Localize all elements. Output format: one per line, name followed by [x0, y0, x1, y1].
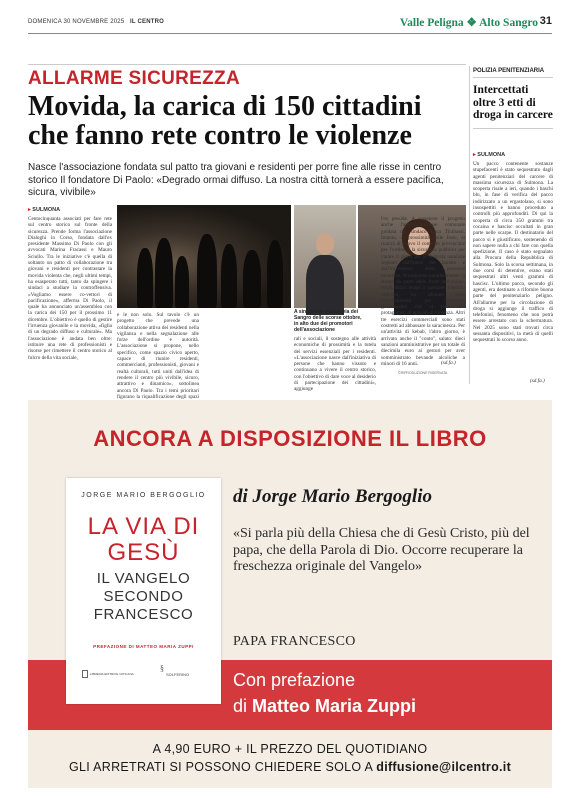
article-kicker: ALLARME SICUREZZA [28, 68, 240, 89]
article-subheadline: Nasce l'associazione fondata sul patto tra giovani e residenti per porre fine alle risse in centro storico Il fondatore Di Paolo: «Degrado ormai diffuso. La nostra città tornerà a essere pacifica, sicura, vivibile» [28, 162, 444, 198]
promo-quote-author: PAPA FRANCESCO [233, 634, 356, 649]
sidebar-divider [473, 128, 553, 129]
page-number: 31 [539, 15, 552, 27]
sidebar-rule [469, 66, 470, 384]
preface-line-2: di Matteo Maria Zuppi [233, 696, 417, 716]
article-column-2a: e le non solo. Sul tavolo c'è un progetto che prevede una collaborazione attiva dei residenti nella vigilanza e nella segnalazione alle forze dell'ordine e autorità. L'associazione si propone, nello specifico, come spazio civico aperto, capace di riunire residenti, commercianti, professionisti, giovani e realtà culturali, tutti uniti dall'idea di rendere il centro più vivibile, sicuro, attrattivo e dinamico», sottolinea ancora Di Paolo. Tra i temi prioritari figurano la riqualificazione degli spazi [117, 312, 199, 400]
book-publisher-1: LIBRERIA EDITRICE VATICANA [90, 672, 134, 676]
publisher-logo-icon [82, 670, 88, 678]
photo-promoter-man [294, 205, 356, 308]
solferino-logo-icon: § [160, 664, 164, 673]
article-column-1: Centocinquanta associati per fare rete sul centro storico sul fronte della sicurezza. Prende forma l'associazione Dialoghi in Corso, fondata dall'ex presidente Massimo Di Paolo con gli avvocati Marina Fracassi e Mauro Sciullo. Tra le iniziative c'è quella di soltanto un patto di collaborazione tra giovani e residenti per contrastare la movida violenta che, negli ultimi tempi, ha esasperato tutti, tanto da spingere i sindaci a studiare la controffensiva. «Vogliamo essere co-vettori di pacificazione», afferma Di Paolo, il quale ha annunciato un'assemblea con la carica dei 150 per il prossimo 11 dicembre. L'obiettivo è quello di gestire l'irruenza giovanile e la movida, «figlia di un degrado diffuso e culturale». Ma l'associazione è andata ben oltre: istituire una rete di professionisti e risorse per rimettere il centro storico al fulcro della vita sociale, [28, 216, 112, 361]
section-name: Valle Peligna ❖ Alto Sangro [399, 17, 538, 29]
book-cover [66, 478, 221, 704]
promo-quote: «Si parla più della Chiesa che di Gesù Cristo, più del papa, che della Parola di Dio. Occorre recuperare la freschezza originale del Vangelo» [233, 526, 530, 574]
article-column-3: rali e sociali, il sostegno alle attività economiche di prossimità e la tutela dei servizi essenziali per i residenti. «L'associazione nasce dall'iniziativa di persone che hanno vissuto e continuano a vivere il centro storico, con l'obiettivo di dare voce al desiderio di partecipazione dei cittadini», aggiunge [294, 336, 376, 393]
article-column-4: l'ex preside. A sostenere il progetto anche l'amministrazione comunale guidata dal sindaco Luca Tirabassi. Intanto, in prossimità delle feste, si riunirà di nuovo il comitato provinciale per l'ordine e la sicurezza pubblica per varare il piano per le festività natalizie segnato dall'intesi dei baretto e dall'incremento delle presenze turistiche. Proseguono parallelamente la stretta da parte delle forze dell'ordine. Negli ultimi tempi il questore, Fabrizio Mancini, ha adottato sette provvedimenti per altrettanti giovanissimi che si sono resi protagonisti di episodi di violenza. Altri tre esercizi commerciali sono stati costretti ad abbassare la saracinesca. Per un'attività di kebab, l'altro giorno, è arrivato anche il "conto", salato: dieci sanzioni amministrative per un totale di diecimila euro ai gestori per aver somministrato bevande alcoliche a minori di 16 anni. [381, 216, 465, 367]
promo-price: A 4,90 EURO + IL PREZZO DEL QUOTIDIANO [152, 742, 428, 756]
article-location: ▸ SULMONA [28, 207, 60, 213]
copyright-credit: ©RIPRODUZIONE RISERVATA [398, 371, 448, 375]
top-rule [28, 64, 466, 65]
promo-banner: ANCORA A DISPOSIZIONE IL LIBRO [93, 426, 487, 451]
sidebar-label: POLIZIA PENITENZIARIA [473, 68, 553, 78]
photo-street-brawl [117, 205, 291, 308]
article-signature: (sd.fa.) [441, 360, 456, 366]
preface-line-1: Con prefazione [233, 670, 356, 690]
book-author: JORGE MARIO BERGOGLIO [81, 492, 206, 499]
header-date: DOMENICA 30 NOVEMBRE 2025 IL CENTRO [28, 19, 165, 25]
book-preface: PREFAZIONE DI MATTEO MARIA ZUPPI [93, 644, 194, 649]
article-column-2b [203, 312, 291, 384]
promo-arretrati: GLI ARRETRATI SI POSSONO CHIEDERE SOLO A diffusione@ilcentro.it [68, 760, 512, 774]
page-header [28, 12, 552, 34]
sidebar-text: Un pacco contenente sostanze stupefacenti è stato sequestrato dagli agenti penitenziari del carcere di massima sicurezza di Sulmona. La scoperta risale a ieri, quando i baschi blu, in fase di verifica del pacco indirizzato a un ergastolano, si sono insospettiti e hanno proceduto a controlli più approfonditi. Di qui la scoperta di circa 350 grammi tra cocaina e hascisc occultati in gran parte nelle scarpe. Il destinatario del pacco si è giustificato, sostenendo di non sapere nulla a chi fare con quella spedizione. Il caso è stato segnalato alla Procura della Repubblica di Sulmona. Solo la scorsa settimana, in due corsi di detentive, erano stati sequestrati altri venti grammi di hascisc. L'ultimo pacco, secondo gli agenti, era destinato a rifornire buona parte del penitenziario peligno. All'allarme per la circolazione di droga si aggiunge il traffico di telefonini, fenomeno che non potrà essere arrestato con la schermatura. Nel 2025 sono stati trovati circa sessanta dispositivi, la metà di quelli sequestrati lo scorso anno. [473, 161, 553, 344]
sidebar-signature: (sd.fa.) [530, 378, 545, 384]
sidebar-title: Intercettati oltre 3 etti di droga in carcere [473, 84, 553, 121]
promo-email-link[interactable]: diffusione@ilcentro.it [376, 760, 512, 774]
photo-caption: A sinistra la rissa in via dei Sangro delle scorse ottobre, in alto due dei promotori dell'associazione [294, 309, 362, 333]
book-subtitle: IL VANGELO SECONDO FRANCESCO [93, 570, 194, 623]
paper-name: IL CENTRO [129, 19, 165, 25]
sidebar-brief [473, 68, 553, 129]
sidebar-location: ▸ SULMONA [473, 152, 505, 158]
book-title: LA VIA DI GESÙ [87, 513, 200, 566]
book-publisher-2: SOLFERINO [166, 672, 190, 677]
preface-name: Matteo Maria Zuppi [252, 696, 417, 716]
book-promo [28, 400, 552, 788]
promo-author: di Jorge Mario Bergoglio [233, 486, 432, 507]
article-headline: Movida, la carica di 150 cittadini che fanno rete contro le violenze [28, 91, 422, 151]
